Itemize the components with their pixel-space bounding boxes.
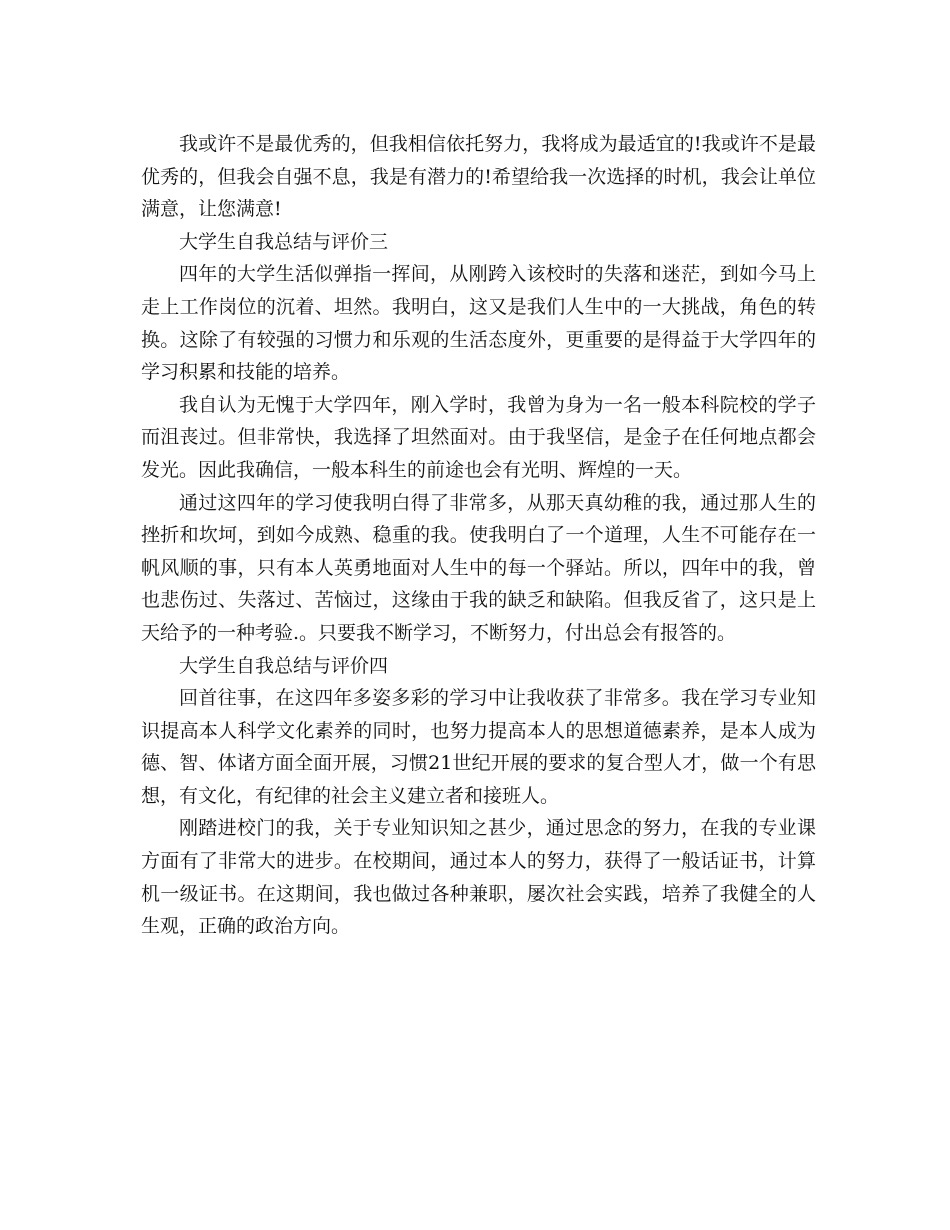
section-heading-four: 大学生自我总结与评价四	[179, 654, 389, 677]
paragraph-no-regrets: 我自认为无愧于大学四年，刚入学时，我曾为身为一名一般本科院校的学子而沮丧过。但非常快，我选择了坦然面对。由于我坚信，是金子在任何地点都会发光。因此我确信，一般本科生的前途也会有光明、辉煌的一天。	[141, 393, 816, 481]
section-heading-three: 大学生自我总结与评价三	[179, 230, 389, 253]
paragraph-four-years-life: 四年的大学生活似弹指一挥间，从刚跨入该校时的失落和迷茫，到如今马上走上工作岗位的沉着、坦然。我明白，这又是我们人生中的一大挑战，角色的转换。这除了有较强的习惯力和乐观的生活态度外，更重要的是得益于大学四年的学习积累和技能的培养。	[141, 263, 816, 384]
document-body	[141, 128, 816, 943]
paragraph-lessons-learned: 通过这四年的学习使我明白得了非常多，从那天真幼稚的我，通过那人生的挫折和坎坷，到如今成熟、稳重的我。使我明白了一个道理，人生不可能存在一帆风顺的事，只有本人英勇地面对人生中的每一个驿站。所以，四年中的我，曾也悲伤过、失落过、苦恼过，这缘由于我的缺乏和缺陷。但我反省了，这只是上天给予的一种考验.。只要我不断学习，不断努力，付出总会有报答的。	[141, 491, 816, 644]
paragraph-looking-back: 回首往事，在这四年多姿多彩的学习中让我收获了非常多。我在学习专业知识提高本人科学文化素养的同时，也努力提高本人的思想道德素养，是本人成为德、智、体诸方面全面开展，习惯21世纪开展的要求的复合型人才，做一个有思想，有文化，有纪律的社会主义建立者和接班人。	[141, 687, 816, 807]
paragraph-self-evaluation-closing: 我或许不是最优秀的，但我相信依托努力，我将成为最适宜的!我或许不是最优秀的，但我会自强不息，我是有潜力的!希望给我一次选择的时机，我会让单位满意，让您满意!	[141, 133, 816, 221]
paragraph-campus-achievements: 刚踏进校门的我，关于专业知识知之甚少，通过思念的努力，在我的专业课方面有了非常大的进步。在校期间，通过本人的努力，获得了一般话证书，计算机一级证书。在这期间，我也做过各种兼职，屡次社会实践，培养了我健全的人生观，正确的政治方向。	[141, 817, 816, 938]
